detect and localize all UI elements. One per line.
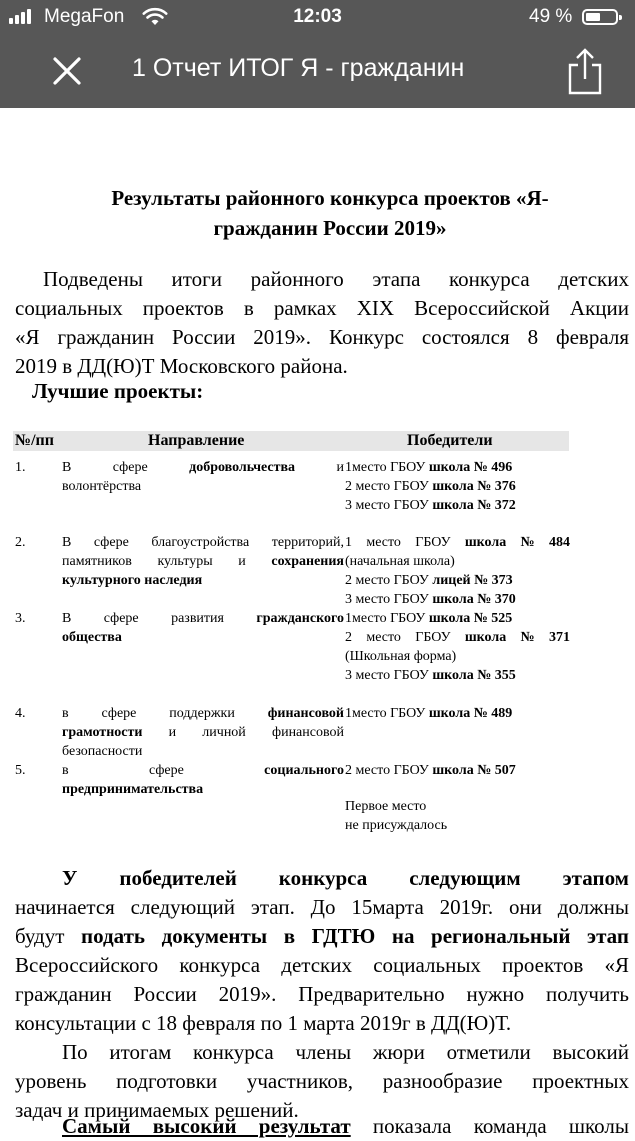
text-line: Самый высокий результат показала команда школы (62, 1114, 629, 1138)
document-title: 1 Отчет ИТОГ Я - гражданин (132, 54, 465, 82)
col-header-direction: Направление (148, 432, 245, 449)
text-line: У победителей конкурса следующим этапом (62, 866, 629, 890)
text-line: Всероссийского конкурса детских социальных проектов «Я (15, 953, 629, 977)
row-note: Первое место не присуждалось (345, 799, 448, 833)
text-line: задач и принимаемых решений. (15, 1098, 299, 1122)
col-header-winners: Победители (407, 432, 493, 449)
top-bar (0, 0, 635, 108)
text-line: По итогам конкурса члены жюри отметили высокий (62, 1040, 629, 1064)
row-number: 4. (15, 706, 26, 721)
row-direction: В сфере благоустройства территорий, памятников культуры и сохранения культурного наследия (62, 535, 344, 588)
clock: 12:03 (293, 6, 342, 27)
row-number: 3. (15, 611, 26, 626)
heading-line: Результаты районного конкурса проектов «Я- (111, 186, 549, 210)
row-number: 1. (15, 460, 26, 475)
row-winners: 1место ГБОУ школа № 489 (345, 706, 513, 721)
row-number: 5. (15, 763, 26, 778)
status-bar (0, 0, 635, 36)
result-paragraph (15, 1112, 629, 1141)
battery-percent: 49 % (529, 6, 573, 27)
close-icon[interactable] (52, 56, 82, 86)
col-header-num: №/пп (15, 432, 54, 449)
document-heading (60, 183, 600, 243)
text-line: начинается следующий этап. До 15марта 2019г. они должны (15, 895, 629, 919)
row-winners: 1место ГБОУ школа № 525 2 место ГБОУ школа № 371 (Школьная форма) 3 место ГБОУ школа № 355 (345, 611, 570, 683)
row-winners: 1 место ГБОУ школа № 484 (начальная школа) 2 место ГБОУ лицей № 373 3 место ГБОУ школа № 370 (345, 535, 570, 607)
row-direction: В сфере добровольчества и волонтёрства (62, 460, 344, 494)
text-line: уровень подготовки участников, разнообразие проектных (15, 1069, 629, 1093)
heading-line: гражданин России 2019» (213, 216, 447, 240)
text-line: консультации с 18 февраля по 1 марта 2019г в ДД(Ю)Т. (15, 1011, 512, 1035)
row-direction: в сфере поддержки финансовой грамотности и личной финансовой безопасности (62, 706, 344, 759)
row-number: 2. (15, 535, 26, 550)
row-winners: 2 место ГБОУ школа № 507 (345, 763, 516, 778)
text-line: 2019 в ДД(Ю)Т Московского района. (15, 354, 348, 378)
intro-paragraph (15, 265, 629, 381)
table-header (13, 431, 569, 451)
best-projects-label: Лучшие проекты: (32, 379, 204, 403)
text-line: будут подать документы в ГДТЮ на региональный этап (15, 924, 629, 948)
text-line: «Я гражданин России 2019». Конкурс состоялся 8 февраля (15, 325, 629, 349)
row-winners: 1место ГБОУ школа № 496 2 место ГБОУ школа № 376 3 место ГБОУ школа № 372 (345, 460, 516, 513)
next-stage-paragraph (15, 864, 629, 1038)
text-line: Подведены итоги районного этапа конкурса детских (43, 267, 629, 291)
carrier-label: MegaFon (44, 6, 125, 27)
row-direction: В сфере развития гражданского общества (62, 611, 344, 645)
battery-icon (582, 9, 618, 25)
text-line: гражданин России 2019». Предварительно нужно получить (15, 982, 629, 1006)
text-line: социальных проектов в рамках XIX Всероссийской Акции (15, 296, 629, 320)
share-icon[interactable] (567, 48, 603, 96)
row-direction: в сфере социального предпринимательства (62, 763, 344, 797)
